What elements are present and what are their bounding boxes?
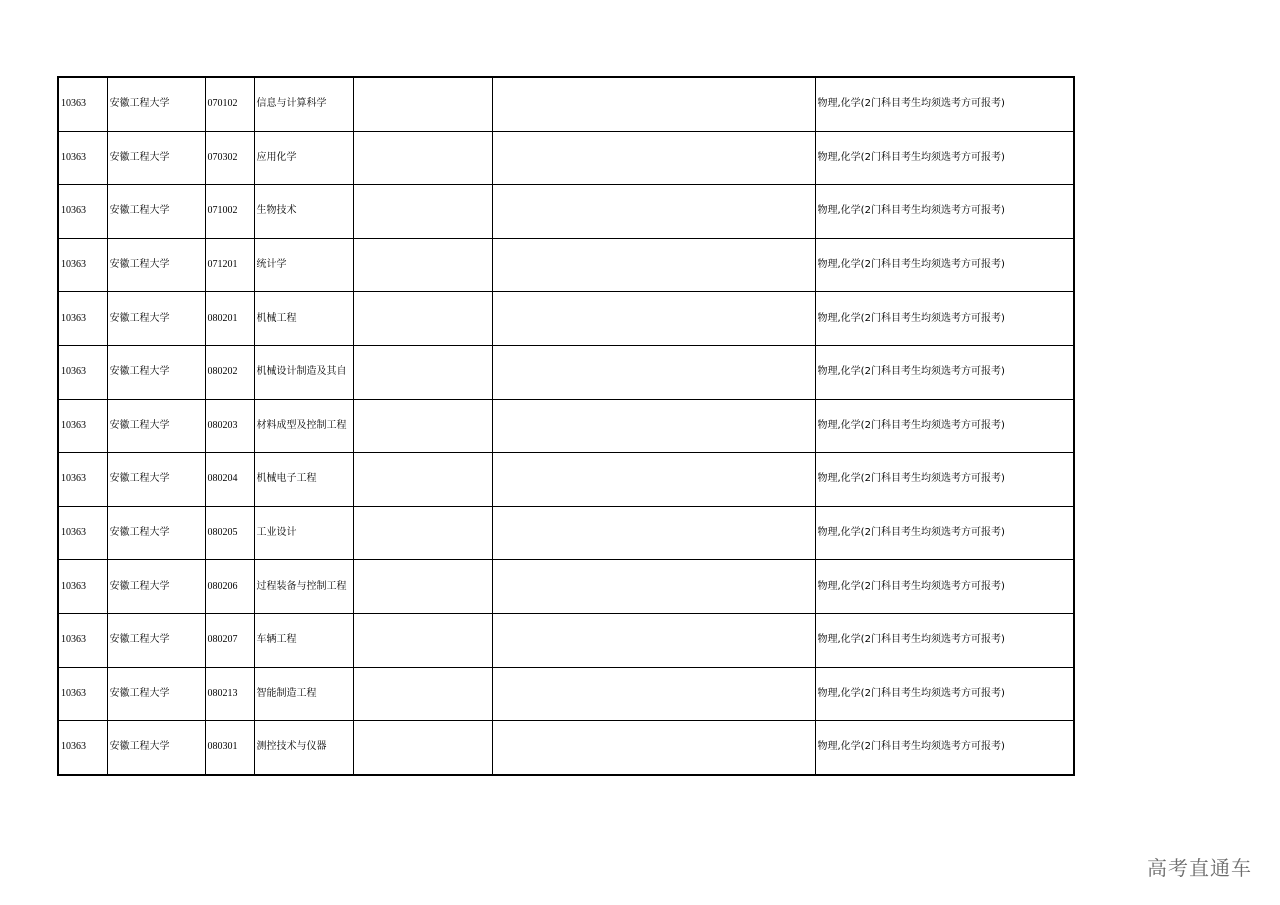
empty-cell [492, 131, 815, 185]
empty-cell [492, 399, 815, 453]
table-row [58, 453, 1074, 507]
major-code-cell: 080201 [205, 292, 254, 346]
empty-cell [353, 345, 492, 399]
school-code-cell: 10363 [58, 292, 107, 346]
major-code-cell: 070302 [205, 131, 254, 185]
major-code-cell: 071002 [205, 185, 254, 239]
empty-cell [353, 77, 492, 131]
table-row [58, 506, 1074, 560]
empty-cell [353, 453, 492, 507]
school-code-cell: 10363 [58, 613, 107, 667]
school-name-cell: 安徽工程大学 [107, 77, 205, 131]
major-name-cell: 过程装备与控制工程 [254, 560, 353, 614]
major-name-cell: 统计学 [254, 238, 353, 292]
empty-cell [353, 613, 492, 667]
empty-cell [353, 399, 492, 453]
watermark-text: 高考直通车 [1147, 856, 1252, 880]
major-name-cell: 车辆工程 [254, 613, 353, 667]
school-code-cell: 10363 [58, 131, 107, 185]
school-name-cell: 安徽工程大学 [107, 506, 205, 560]
empty-cell [492, 185, 815, 239]
major-code-cell: 080207 [205, 613, 254, 667]
table-row [58, 345, 1074, 399]
table-row [58, 613, 1074, 667]
school-name-cell: 安徽工程大学 [107, 185, 205, 239]
school-name-cell: 安徽工程大学 [107, 345, 205, 399]
major-name-cell: 工业设计 [254, 506, 353, 560]
table-row [58, 667, 1074, 721]
subject-requirement-cell: 物理,化学(2门科目考生均须选考方可报考) [815, 292, 1074, 346]
school-name-cell: 安徽工程大学 [107, 453, 205, 507]
major-name-cell: 测控技术与仪器 [254, 721, 353, 775]
major-code-cell: 080204 [205, 453, 254, 507]
empty-cell [492, 560, 815, 614]
table-row [58, 560, 1074, 614]
school-code-cell: 10363 [58, 667, 107, 721]
empty-cell [353, 131, 492, 185]
school-code-cell: 10363 [58, 399, 107, 453]
school-code-cell: 10363 [58, 453, 107, 507]
empty-cell [492, 292, 815, 346]
subject-requirement-cell: 物理,化学(2门科目考生均须选考方可报考) [815, 613, 1074, 667]
empty-cell [353, 721, 492, 775]
major-name-cell: 机械工程 [254, 292, 353, 346]
major-code-cell: 071201 [205, 238, 254, 292]
subject-requirement-cell: 物理,化学(2门科目考生均须选考方可报考) [815, 399, 1074, 453]
subject-requirement-cell: 物理,化学(2门科目考生均须选考方可报考) [815, 185, 1074, 239]
empty-cell [353, 667, 492, 721]
subject-requirement-cell: 物理,化学(2门科目考生均须选考方可报考) [815, 345, 1074, 399]
empty-cell [353, 560, 492, 614]
major-name-cell: 智能制造工程 [254, 667, 353, 721]
table-row [58, 131, 1074, 185]
school-name-cell: 安徽工程大学 [107, 721, 205, 775]
major-code-cell: 080203 [205, 399, 254, 453]
school-code-cell: 10363 [58, 506, 107, 560]
major-name-cell: 机械设计制造及其自 [254, 345, 353, 399]
table-row [58, 292, 1074, 346]
table-row [58, 721, 1074, 775]
empty-cell [492, 77, 815, 131]
empty-cell [353, 292, 492, 346]
major-name-cell: 信息与计算科学 [254, 77, 353, 131]
school-code-cell: 10363 [58, 185, 107, 239]
major-name-cell: 机械电子工程 [254, 453, 353, 507]
empty-cell [492, 506, 815, 560]
empty-cell [353, 506, 492, 560]
major-name-cell: 应用化学 [254, 131, 353, 185]
school-code-cell: 10363 [58, 560, 107, 614]
empty-cell [492, 238, 815, 292]
major-code-cell: 080213 [205, 667, 254, 721]
table-body [58, 77, 1074, 775]
major-code-cell: 080202 [205, 345, 254, 399]
table-row [58, 185, 1074, 239]
table-row [58, 77, 1074, 131]
empty-cell [492, 613, 815, 667]
school-code-cell: 10363 [58, 345, 107, 399]
table-row [58, 238, 1074, 292]
school-name-cell: 安徽工程大学 [107, 560, 205, 614]
subject-requirement-cell: 物理,化学(2门科目考生均须选考方可报考) [815, 560, 1074, 614]
school-name-cell: 安徽工程大学 [107, 292, 205, 346]
school-name-cell: 安徽工程大学 [107, 613, 205, 667]
admission-requirements-table [57, 76, 1075, 776]
major-code-cell: 070102 [205, 77, 254, 131]
school-code-cell: 10363 [58, 238, 107, 292]
major-name-cell: 生物技术 [254, 185, 353, 239]
school-code-cell: 10363 [58, 77, 107, 131]
school-name-cell: 安徽工程大学 [107, 131, 205, 185]
empty-cell [492, 721, 815, 775]
school-name-cell: 安徽工程大学 [107, 399, 205, 453]
subject-requirement-cell: 物理,化学(2门科目考生均须选考方可报考) [815, 453, 1074, 507]
empty-cell [353, 185, 492, 239]
subject-requirement-cell: 物理,化学(2门科目考生均须选考方可报考) [815, 667, 1074, 721]
empty-cell [353, 238, 492, 292]
subject-requirement-cell: 物理,化学(2门科目考生均须选考方可报考) [815, 721, 1074, 775]
empty-cell [492, 667, 815, 721]
empty-cell [492, 345, 815, 399]
subject-requirement-cell: 物理,化学(2门科目考生均须选考方可报考) [815, 238, 1074, 292]
empty-cell [492, 453, 815, 507]
major-code-cell: 080206 [205, 560, 254, 614]
school-name-cell: 安徽工程大学 [107, 238, 205, 292]
school-code-cell: 10363 [58, 721, 107, 775]
school-name-cell: 安徽工程大学 [107, 667, 205, 721]
subject-requirement-cell: 物理,化学(2门科目考生均须选考方可报考) [815, 131, 1074, 185]
table-row [58, 399, 1074, 453]
major-code-cell: 080205 [205, 506, 254, 560]
major-code-cell: 080301 [205, 721, 254, 775]
subject-requirement-cell: 物理,化学(2门科目考生均须选考方可报考) [815, 506, 1074, 560]
major-name-cell: 材料成型及控制工程 [254, 399, 353, 453]
subject-requirement-cell: 物理,化学(2门科目考生均须选考方可报考) [815, 77, 1074, 131]
